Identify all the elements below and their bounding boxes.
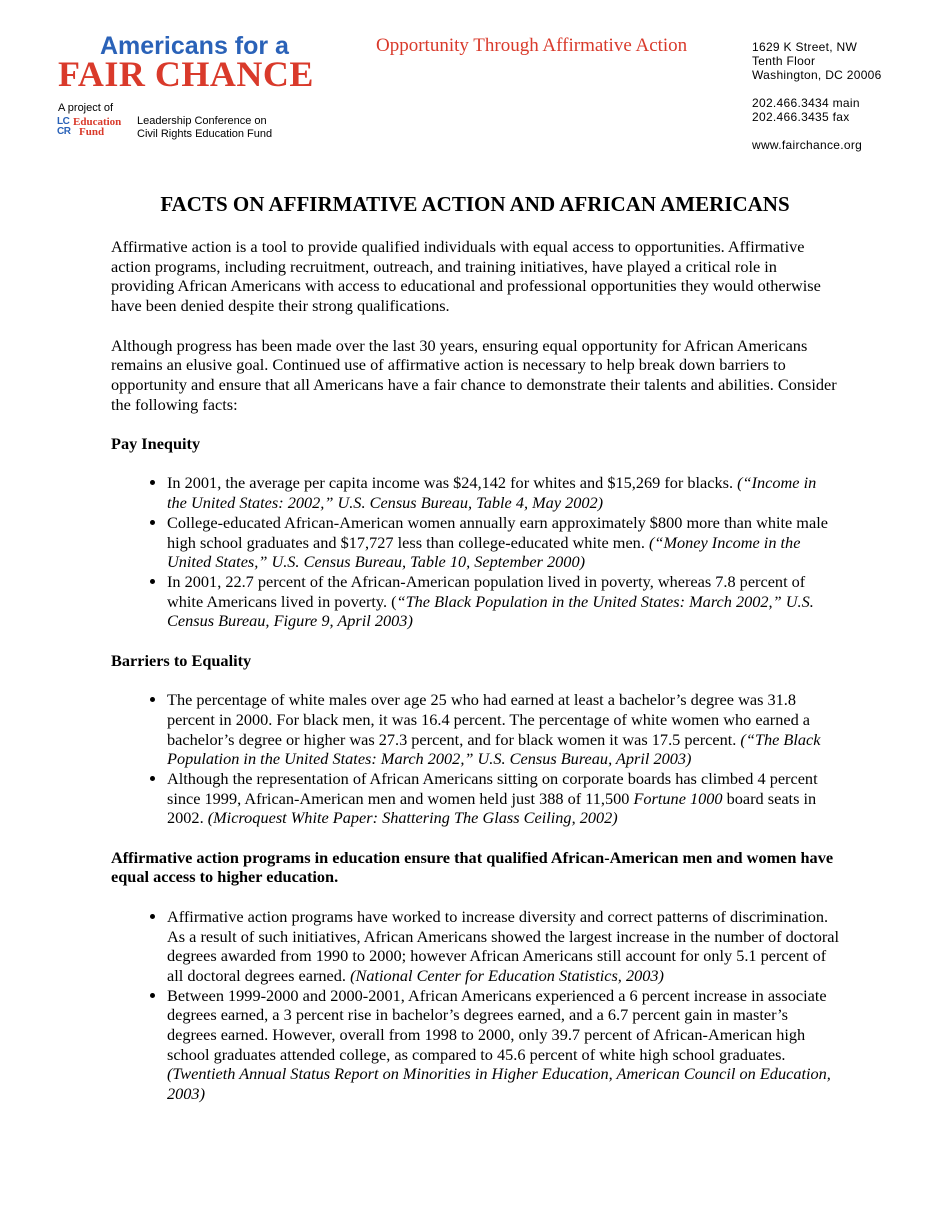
citation: (National Center for Education Statistics, 2003)	[350, 965, 664, 985]
logo-line-2: FAIR CHANCE	[58, 54, 314, 94]
pay-inequity-list	[111, 473, 839, 631]
logo-line-1: Americans for a	[100, 32, 289, 60]
document-body	[111, 237, 839, 1124]
citation: (“Income in the United States: 2002,” U.S. Census Bureau, Table 4, May 2002)	[167, 473, 817, 513]
list-item	[167, 572, 839, 631]
tagline: Opportunity Through Affirmative Action	[376, 35, 688, 56]
lccr-text	[73, 117, 121, 137]
phone-fax: 202.466.3435 fax	[752, 110, 850, 124]
org-line-2: Civil Rights Education Fund	[137, 128, 273, 140]
project-of-label: A project of	[58, 102, 114, 114]
list-item	[167, 907, 839, 986]
fact-text: Although the representation of African Americans sitting on corporate boards has climbed 4 percent since 1999, African-American men and women held just 388 of 11,500	[167, 768, 818, 808]
fact-text: Between 1999-2000 and 2000-2001, African Americans experienced a 6 percent increase in associate degrees earned, a 3 percent rise in bachelor’s degrees earned, and a 6.7 percent gain in master’s degrees earned. However, overall from 1998 to 2000, only 39.7 percent of African-American high school graduates attended college, as compared to 45.6 percent of white high school graduates.	[167, 985, 827, 1064]
fact-text: College-educated African-American women annually earn approximately $800 more than white male high school graduates and $17,727 less than college-educated white men.	[167, 512, 828, 552]
lccr-education-fund-logo	[57, 117, 129, 139]
list-item	[167, 473, 839, 512]
list-item	[167, 986, 839, 1104]
document-title: FACTS ON AFFIRMATIVE ACTION AND AFRICAN AMERICANS	[160, 192, 790, 216]
citation: (Microquest White Paper: Shattering The Glass Ceiling, 2002)	[207, 808, 618, 828]
fair-chance-logo	[58, 32, 358, 94]
address-line-1: 1629 K Street, NW	[752, 40, 858, 54]
fact-text: In 2001, 22.7 percent of the African-American population lived in poverty, whereas 7.8 percent of white Americans lived in poverty. (	[167, 571, 806, 611]
fact-text: In 2001, the average per capita income was $24,142 for whites and $15,269 for blacks.	[167, 473, 738, 493]
lccr-mark	[57, 117, 70, 137]
list-item	[167, 513, 839, 572]
website: www.fairchance.org	[752, 138, 863, 152]
fact-text: Affirmative action programs have worked to increase diversity and correct patterns of discrimination. As a result of such initiatives, African Americans showed the largest increase in the number of doctoral degrees awarded from 1990 to 2000; however African Americans still account for only 5.1 percent of all doctoral degrees earned.	[167, 906, 840, 985]
section-heading-pay-inequity: Pay Inequity	[111, 434, 201, 453]
lccr-mark-line-2: CR	[57, 126, 71, 137]
lccr-mark-line-1: LC	[57, 116, 70, 127]
citation: (Twentieth Annual Status Report on Minorities in Higher Education, American Council on Education, 2003)	[167, 1064, 831, 1104]
lccr-text-line-2: Fund	[79, 126, 105, 138]
parent-organization	[137, 115, 272, 141]
citation: (“The Black Population in the United States: March 2002,” U.S. Census Bureau, April 2003)	[167, 729, 821, 769]
phone-main: 202.466.3434 main	[752, 96, 860, 110]
citation: “The Black Population in the United States: March 2002,” U.S. Census Bureau, Figure 9, April 2003)	[167, 591, 814, 631]
intro-paragraph-1: Affirmative action is a tool to provide qualified individuals with equal access to opportunities. Affirmative action programs, including recruitment, outreach, and training initiatives, have played a critical role in providing African Americans with access to educational and professional opportunities they would otherwise have been denied despite their strong qualifications.	[111, 237, 821, 316]
list-item	[167, 769, 839, 828]
org-line-1: Leadership Conference on	[137, 115, 267, 127]
citation: (“Money Income in the United States,” U.S. Census Bureau, Table 10, September 2000)	[167, 532, 801, 572]
fact-text: board seats in 2002.	[167, 788, 817, 828]
barriers-list	[111, 690, 839, 828]
fact-text: The percentage of white males over age 25 who had earned at least a bachelor’s degree was 31.8 percent in 2000. For black men, it was 16.4 percent. The percentage of white women who earned a bachelor’s degree or higher was 27.3 percent, and for black women it was 17.5 percent.	[167, 690, 811, 749]
publication-name: Fortune 1000	[633, 788, 723, 808]
address-line-2: Tenth Floor	[752, 54, 816, 68]
lccr-text-line-1: Education	[73, 116, 122, 128]
intro-paragraph-2: Although progress has been made over the last 30 years, ensuring equal opportunity for African Americans remains an elusive goal. Continued use of affirmative action is necessary to help break down barriers to opportunity and ensure that all Americans have a fair chance to demonstrate their talents and abilities. Consider the following facts:	[111, 335, 837, 414]
contact-block	[752, 40, 882, 152]
list-item	[167, 690, 839, 769]
education-list	[111, 907, 839, 1104]
section-heading-barriers: Barriers to Equality	[111, 650, 252, 670]
address-line-3: Washington, DC 20006	[752, 68, 882, 82]
section-heading-education: Affirmative action programs in education ensure that qualified African-American men and women have equal access to higher education.	[111, 847, 834, 887]
